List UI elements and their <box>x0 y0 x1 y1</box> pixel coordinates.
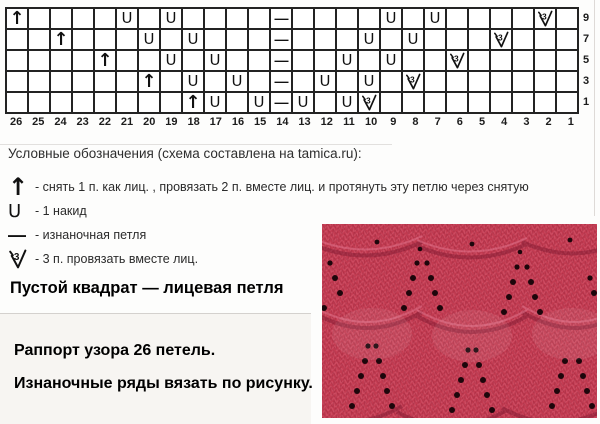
chart-cell <box>446 92 468 113</box>
chart-row <box>6 29 578 50</box>
svg-text:3: 3 <box>409 73 415 84</box>
chart-cell <box>6 50 28 71</box>
k3tog-icon <box>537 10 553 28</box>
yarn-over-icon: U <box>187 72 199 90</box>
chart-cell <box>336 50 358 71</box>
chart-cell <box>336 71 358 92</box>
column-number: 1 <box>567 116 574 128</box>
chart-row-numbers <box>583 8 589 113</box>
chart-row <box>6 92 578 113</box>
chart-cell <box>204 71 226 92</box>
chart-cell <box>512 71 534 92</box>
divider-line-under-numbers <box>0 144 392 145</box>
pattern-notes <box>14 342 313 408</box>
chart-column-numbers <box>5 116 583 128</box>
sk2po-icon: ↑ <box>97 49 113 71</box>
chart-cell <box>314 50 336 71</box>
column-number: 24 <box>54 116 67 128</box>
purl-icon: — <box>274 94 288 110</box>
column-number: 19 <box>165 116 178 128</box>
column-number: 18 <box>187 116 200 128</box>
chart-cell <box>28 71 50 92</box>
chart-cell <box>270 29 292 50</box>
sk2po-icon: ↑ <box>141 70 157 92</box>
chart-cell <box>94 71 116 92</box>
chart-cell <box>424 92 446 113</box>
k3tog-icon <box>405 73 421 91</box>
purl-icon: — <box>274 73 288 89</box>
chart-cell <box>314 71 336 92</box>
chart-cell <box>424 29 446 50</box>
column-number: 9 <box>390 116 397 128</box>
chart-cell <box>204 29 226 50</box>
chart-cell <box>226 71 248 92</box>
chart-cell <box>358 29 380 50</box>
svg-text:3: 3 <box>13 251 20 263</box>
svg-text:3: 3 <box>541 10 547 21</box>
chart-cell <box>270 8 292 29</box>
svg-text:3: 3 <box>453 52 459 63</box>
chart-cell <box>248 29 270 50</box>
column-number: 3 <box>523 116 530 128</box>
chart-cell <box>204 8 226 29</box>
yarn-over-icon: U <box>341 93 353 111</box>
column-number: 26 <box>9 116 23 128</box>
legend-symbol <box>8 225 35 246</box>
chart-cell <box>314 92 336 113</box>
legend-item-text: - 3 п. провязать вместе лиц. <box>35 252 199 266</box>
chart-cell <box>248 8 270 29</box>
chart-cell <box>402 29 424 50</box>
yarn-over-icon: U <box>341 51 353 69</box>
chart-row <box>6 8 578 29</box>
yarn-over-icon: U <box>407 30 419 48</box>
chart-cell <box>336 8 358 29</box>
legend-heading: Условные обозначения (схема составлена на tamica.ru): <box>8 146 362 161</box>
yarn-over-icon: U <box>121 9 133 27</box>
chart-cell <box>6 29 28 50</box>
note-wrong-side-rows: Изнаночные ряды вязать по рисунку. <box>14 375 313 392</box>
yarn-over-icon: U <box>165 9 177 27</box>
yarn-over-icon: U <box>209 93 221 111</box>
column-number: 16 <box>231 116 245 128</box>
chart-cell <box>94 29 116 50</box>
chart-cell <box>358 92 380 113</box>
chart-cell <box>336 92 358 113</box>
column-number: 11 <box>343 116 355 128</box>
chart-cell <box>270 92 292 113</box>
yarn-over-icon: U <box>297 93 309 111</box>
yarn-over-icon: U <box>8 200 22 222</box>
chart-cell <box>28 92 50 113</box>
chart-cell <box>50 50 72 71</box>
svg-text:3: 3 <box>497 31 503 42</box>
column-number: 20 <box>143 116 156 128</box>
chart-cell <box>424 71 446 92</box>
column-number: 6 <box>456 116 463 128</box>
chart-cell <box>28 29 50 50</box>
row-number: 1 <box>583 96 590 108</box>
yarn-over-icon: U <box>253 93 265 111</box>
chart-cell <box>490 92 512 113</box>
column-number: 15 <box>254 116 267 128</box>
k3tog-icon <box>8 249 27 270</box>
chart-cell <box>160 71 182 92</box>
row-number: 5 <box>583 54 590 66</box>
column-number: 12 <box>320 116 333 128</box>
chart-cell <box>248 92 270 113</box>
chart-cell <box>226 8 248 29</box>
purl-icon: — <box>274 31 288 47</box>
chart-cell <box>424 8 446 29</box>
chart-cell <box>182 92 204 113</box>
chart-cell <box>50 71 72 92</box>
chart-cell <box>226 50 248 71</box>
yarn-over-icon: U <box>385 51 397 69</box>
chart-cell <box>248 71 270 92</box>
chart-cell <box>6 8 28 29</box>
chart-cell <box>72 92 94 113</box>
chart-cell <box>468 50 490 71</box>
column-number: 22 <box>98 116 111 128</box>
chart-cell <box>556 92 578 113</box>
column-number: 14 <box>276 116 289 128</box>
chart-cell <box>358 8 380 29</box>
chart-cell <box>182 8 204 29</box>
chart-cell <box>292 8 314 29</box>
chart-cell <box>270 50 292 71</box>
chart-cell <box>556 8 578 29</box>
chart-cell <box>512 50 534 71</box>
chart-cell <box>336 29 358 50</box>
chart-cell <box>534 29 556 50</box>
chart-cell <box>446 50 468 71</box>
chart-cell <box>556 50 578 71</box>
chart-cell <box>292 50 314 71</box>
chart-cell <box>204 92 226 113</box>
yarn-over-icon: U <box>187 30 199 48</box>
chart-cell <box>358 50 380 71</box>
svg-text:3: 3 <box>365 94 371 105</box>
chart-cell <box>468 71 490 92</box>
column-number: 2 <box>545 116 552 128</box>
k3tog-icon <box>493 31 509 49</box>
column-number: 21 <box>120 116 134 128</box>
chart-cell <box>182 50 204 71</box>
empty-square-note: Пустой квадрат — лицевая петля <box>10 279 284 297</box>
chart-cell <box>50 92 72 113</box>
chart-cell <box>270 71 292 92</box>
chart-cell <box>116 71 138 92</box>
column-number: 4 <box>501 116 508 128</box>
chart-cell <box>490 8 512 29</box>
chart-cell <box>556 29 578 50</box>
chart-cell <box>512 8 534 29</box>
yarn-over-icon: U <box>143 30 155 48</box>
yarn-over-icon: U <box>363 30 375 48</box>
legend-item-text: - 1 накид <box>35 204 87 218</box>
chart-cell <box>292 92 314 113</box>
chart-row <box>6 50 578 71</box>
column-number: 13 <box>298 116 311 128</box>
chart-cell <box>534 50 556 71</box>
chart-cell <box>138 29 160 50</box>
chart-cell <box>28 8 50 29</box>
column-number: 23 <box>76 116 89 128</box>
yarn-over-icon: U <box>363 72 375 90</box>
sk2po-icon: ↑ <box>53 28 69 50</box>
yarn-over-icon: U <box>231 72 243 90</box>
chart-cell <box>314 29 336 50</box>
legend-item-text: - снять 1 п. как лиц. , провязать 2 п. вместе лиц. и протянуть эту петлю через снятую <box>35 180 529 194</box>
chart-cell <box>512 29 534 50</box>
chart-cell <box>94 8 116 29</box>
legend-symbol <box>8 201 35 222</box>
chart-cell <box>358 71 380 92</box>
chart-cell <box>6 71 28 92</box>
chart-cell <box>446 29 468 50</box>
column-number: 5 <box>478 116 486 128</box>
chart-cell <box>160 29 182 50</box>
knit-swatch-texture <box>322 224 597 418</box>
legend-symbol <box>8 173 35 201</box>
chart-cell <box>424 50 446 71</box>
chart-cell <box>226 92 248 113</box>
chart-cell <box>138 8 160 29</box>
legend-item-sk2po <box>8 175 529 199</box>
chart-cell <box>116 92 138 113</box>
chart-cell <box>138 71 160 92</box>
chart-cell <box>28 50 50 71</box>
chart-cell <box>292 71 314 92</box>
chart-cell <box>248 50 270 71</box>
chart-cell <box>182 71 204 92</box>
purl-icon: — <box>8 224 26 245</box>
column-number: 10 <box>364 116 378 128</box>
chart-cell <box>380 8 402 29</box>
chart-cell <box>160 8 182 29</box>
row-number: 7 <box>583 33 590 45</box>
chart-cell <box>446 8 468 29</box>
chart-cell <box>72 29 94 50</box>
sk2po-icon: ↑ <box>185 91 201 113</box>
chart-cell <box>380 29 402 50</box>
chart-cell <box>380 50 402 71</box>
chart-cell <box>380 92 402 113</box>
k3tog-icon <box>449 52 465 70</box>
chart-cell <box>534 8 556 29</box>
column-number: 8 <box>412 116 419 128</box>
chart-cell <box>402 92 424 113</box>
legend-symbol <box>8 249 35 270</box>
chart-cell <box>468 92 490 113</box>
chart-cell <box>226 29 248 50</box>
yarn-over-icon: U <box>209 51 221 69</box>
chart-cell <box>402 71 424 92</box>
chart-cell <box>446 71 468 92</box>
chart-cell <box>116 50 138 71</box>
column-number: 17 <box>209 116 222 128</box>
yarn-over-icon: U <box>429 9 441 27</box>
row-number: 9 <box>583 12 590 24</box>
chart-cell <box>204 50 226 71</box>
column-number: 25 <box>32 116 45 128</box>
sk2po-icon: ↑ <box>9 7 25 29</box>
chart-cell <box>50 8 72 29</box>
row-number: 3 <box>583 75 590 87</box>
sk2po-icon: ↑ <box>8 173 29 201</box>
chart-cell <box>72 50 94 71</box>
yarn-over-icon: U <box>385 9 397 27</box>
chart-cell <box>182 29 204 50</box>
chart-cell <box>116 29 138 50</box>
chart-cell <box>468 29 490 50</box>
chart-cell <box>116 8 138 29</box>
legend-item-text: - изнаночная петля <box>35 228 147 242</box>
chart-cell <box>490 71 512 92</box>
chart-cell <box>490 50 512 71</box>
chart-cell <box>292 29 314 50</box>
column-number: 7 <box>434 116 441 128</box>
chart-cell <box>314 8 336 29</box>
chart-cell <box>72 8 94 29</box>
chart-cell <box>160 92 182 113</box>
chart-cell <box>512 92 534 113</box>
yarn-over-icon: U <box>165 51 177 69</box>
chart-cell <box>468 8 490 29</box>
legend-item-yarn-over <box>8 199 529 223</box>
chart-cell <box>534 71 556 92</box>
k3tog-icon <box>361 94 377 112</box>
chart-row <box>6 71 578 92</box>
chart-cell <box>490 29 512 50</box>
chart-cell <box>72 71 94 92</box>
note-rapport: Раппорт узора 26 петель. <box>14 342 216 359</box>
purl-icon: — <box>274 52 288 68</box>
chart-cell <box>94 92 116 113</box>
chart-cell <box>50 29 72 50</box>
purl-icon: — <box>274 10 288 26</box>
chart-cell <box>94 50 116 71</box>
chart-cell <box>138 50 160 71</box>
chart-cell <box>138 92 160 113</box>
chart-cell <box>556 71 578 92</box>
knit-swatch-photo <box>322 224 597 418</box>
chart-cell <box>160 50 182 71</box>
chart-cell <box>402 8 424 29</box>
yarn-over-icon: U <box>319 72 331 90</box>
chart-cell <box>380 71 402 92</box>
chart-cell <box>534 92 556 113</box>
pattern-chart-grid <box>5 7 579 114</box>
chart-cell <box>6 92 28 113</box>
chart-cell <box>402 50 424 71</box>
page-right-edge-line <box>594 0 595 216</box>
